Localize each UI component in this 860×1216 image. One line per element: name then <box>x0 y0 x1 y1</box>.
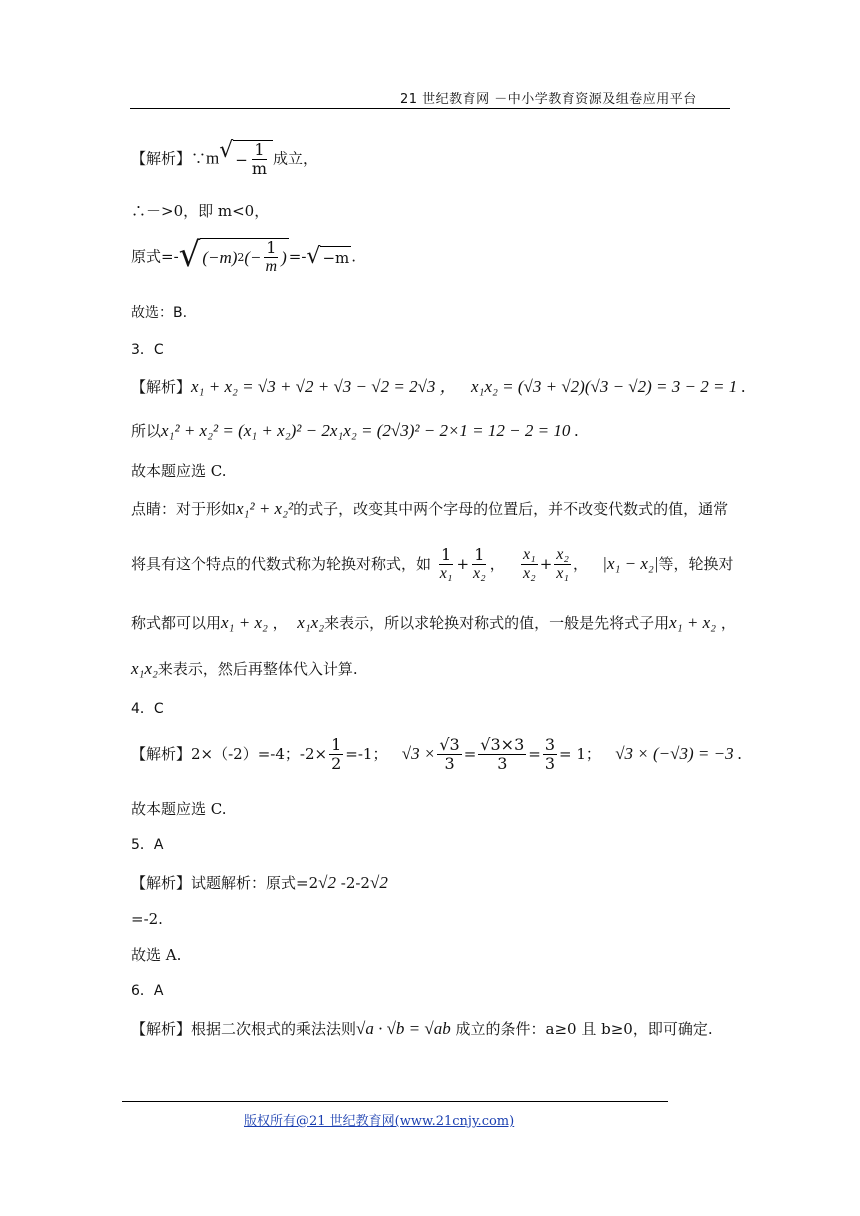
q2-line3: 原式=- √ (−m) 2 (− $\frac{1}{m}$ ) =- √ −m . <box>131 235 357 276</box>
q6-line1: 【解析】根据二次根式的乘法法则√a · √b = √ab 成立的条件：a≥0 且 b≥0，即可确定. <box>131 1019 713 1038</box>
q3-answer: 故本题应选 C. <box>131 462 227 480</box>
q3-note-line2: 将具有这个特点的代数式称为轮换对称式，如 $\frac{1}{\text{x₁}}$ + $\frac{1}{\text{x₂}}$ ， $\frac{\text{x₁}}{\text{x₂}}$ + $\frac{\text{x₂}}{\text{x₁}}$ ， |x₁ − x₂|等，轮换对 <box>131 545 734 583</box>
q3-note-line1: 点睛：对于形如x₁² + x₂²的式子，改变其中两个字母的位置后，并不改变代数式的值，通常 <box>131 499 729 518</box>
q2-answer: 故选：B. <box>131 305 188 321</box>
q3-number: 3．C <box>131 342 164 358</box>
q3-note-line3: 称式都可以用x₁ + x₂ ， x₁x₂来表示，所以求轮换对称式的值，一般是先将式子用x₁ + x₂ ， <box>131 613 736 632</box>
q2-line1: 【解析】∵m √ − $\frac{1}{m}$ 成立， <box>131 138 319 179</box>
footer-copyright-link[interactable]: 版权所有@21 世纪教育网(www.21cnjy.com) <box>244 1114 515 1129</box>
q3-note-line4: x₁x₂来表示，然后再整体代入计算. <box>131 659 358 678</box>
q5-line1: 【解析】试题解析：原式=2√2 -2-2√2 <box>131 873 388 892</box>
footer-rule <box>122 1101 668 1102</box>
q4-line1: 【解析】2×（-2）=-4；-2× $\frac{1}{2}$ =-1； √3 × $\frac{√3}{3}$ = $\frac{√3\times 3}{3}$ = $\frac{3}{3}$ = 1； √3 × (−√3) = −3 . <box>131 735 743 774</box>
q5-line2: =-2. <box>131 910 163 928</box>
q3-line1: 【解析】x₁ + x₂ = √3 + √2 + √3 − √2 = 2√3 ， x₁x₂ = (√3 + √2)(√3 − √2) = 3 − 2 = 1 . <box>131 377 746 396</box>
q5-answer: 故选 A. <box>131 946 182 964</box>
header-rule <box>130 108 730 109</box>
q2-line2: ∴－>0，即 m<0， <box>131 202 270 220</box>
header-text: 21 世纪教育网 －中小学教育资源及组卷应用平台 <box>400 92 697 107</box>
q6-number: 6．A <box>131 983 164 999</box>
q4-answer: 故本题应选 C. <box>131 800 227 818</box>
q3-line2: 所以x₁² + x₂² = (x₁ + x₂)² − 2x₁x₂ = (2√3)² − 2×1 = 12 − 2 = 10 . <box>131 421 579 440</box>
q4-number: 4．C <box>131 701 164 717</box>
q5-number: 5．A <box>131 837 164 853</box>
